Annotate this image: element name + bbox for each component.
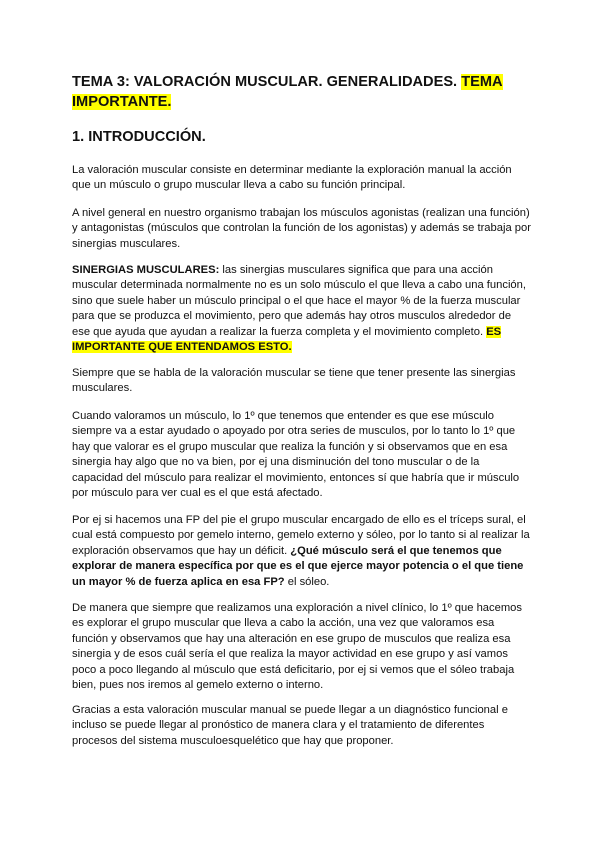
paragraph-2: A nivel general en nuestro organismo trabajan los músculos agonistas (realizan una función) y antagonistas (músculos que controlan la función de los agonistas) y además se trabaja por sinergias musculares.: [72, 207, 531, 250]
synergies-text: las sinergias musculares significa que para una acción muscular determinada normalmente no es un solo músculo el que lleva a cabo una función, sino que suele haber un músculo principal o el que hace el mayor % de la fuerza muscular para que se produzca el movimiento, pero que además hay otros musculos alrededor de ese que ayuda que ayudan a realizar la fuerza completa y el movimiento completo.: [72, 264, 526, 338]
paragraph-1: La valoración muscular consiste en determinar mediante la exploración manual la acción que un músculo o grupo muscular lleva a cabo su función principal.: [72, 164, 512, 192]
section-heading: 1. INTRODUCCIÓN.: [72, 129, 206, 145]
paragraph-6: [72, 513, 532, 590]
paragraph-synergies: [72, 263, 532, 355]
title-main: TEMA 3: VALORACIÓN MUSCULAR. GENERALIDADES.: [72, 74, 458, 90]
paragraph-4: Siempre que se habla de la valoración muscular se tiene que tener presente las sinergias musculares.: [72, 367, 516, 395]
fp-question: ¿Qué músculo será el que tenemos que explorar de manera específica por que es el que ejerce mayor potencia o el que tiene un mayor % de fuerza aplica en esa FP?: [72, 544, 524, 588]
paragraph-7: De manera que siempre que realizamos una exploración a nivel clínico, lo 1º que hacemos es explorar el grupo muscular que lleva a cabo la acción, una vez que valoramos esa función y observamos que hay una alteración en ese grupo de musculos que realiza esa sinergia y de esos cuál sería el que realiza la mayor actividad en ese grupo y así vamos poco a poco llegando al músculo que está deficitario, por ej si vemos que el sóleo trabaja bien, pues nos iremos al gemelo externo o interno.: [72, 602, 522, 692]
title-highlight: TEMA IMPORTANTE.: [72, 74, 503, 110]
fp-example-text: Por ej si hacemos una FP del pie el grupo muscular encargado de ello es el tríceps sural, el cual está compuesto por gemelo interno, gemelo externo y sóleo, por lo tanto si al realizar la exploración observamos que hay un déficit.: [72, 514, 530, 557]
synergies-highlight: ES IMPORTANTE QUE ENTENDAMOS ESTO.: [72, 325, 502, 354]
synergies-label: SINERGIAS MUSCULARES:: [72, 264, 220, 276]
document-title: [72, 72, 532, 112]
paragraph-5: Cuando valoramos un músculo, lo 1º que tenemos que entender es que ese músculo siempre va a estar ayudado o apoyado por otra series de musculos, por lo tanto lo 1º que hay que valorar es el grupo muscular que realiza la función y si observamos que en esa sinergia hay algo que no va bien, por ej una disminución del tono muscular o de la capacidad del músculo para realizar el movimiento, entonces sí que habría que ir músculo por músculo para ver cual es el que está afectado.: [72, 410, 520, 500]
fp-answer: el sóleo.: [284, 575, 330, 588]
paragraph-8: Gracias a esta valoración muscular manual se puede llegar a un diagnóstico funcional e incluso se puede llegar al pronóstico de manera clara y el tratamiento de diferentes procesos del sistema musculoesquelético que hay que proponer.: [72, 704, 508, 747]
